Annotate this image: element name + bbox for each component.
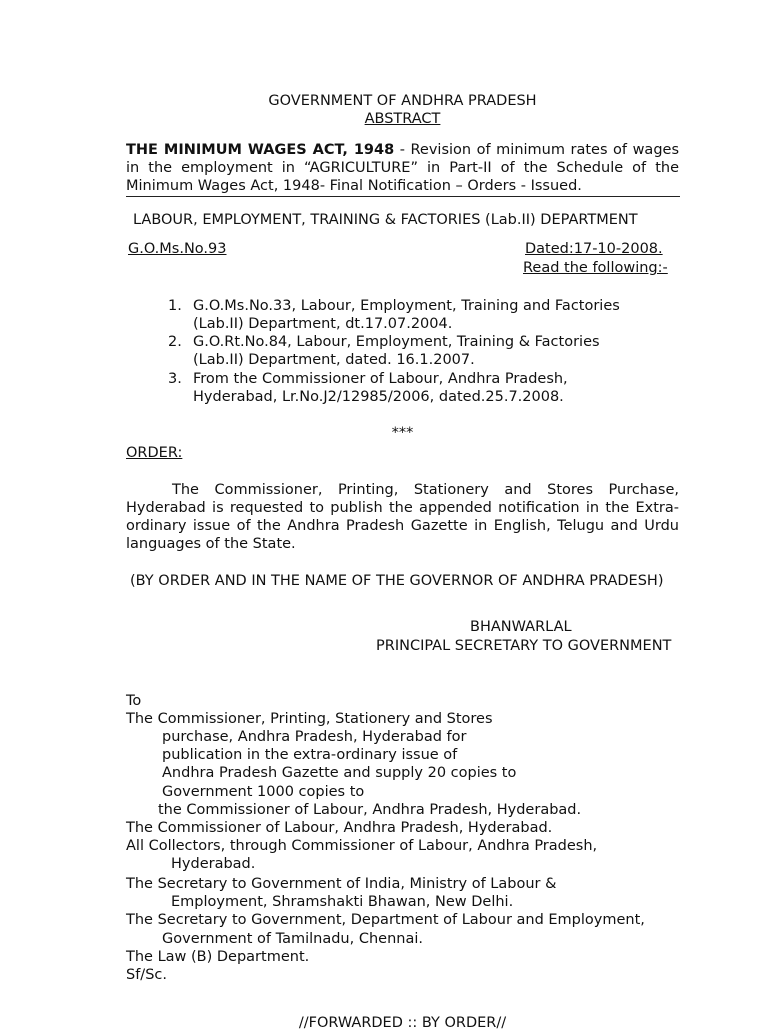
recipient-line: The Commissioner, Printing, Stationery and Stores: [126, 711, 493, 727]
recipient-line: Sf/Sc.: [126, 967, 167, 983]
separator-stars: ***: [391, 425, 414, 441]
recipient-line: Government of Tamilnadu, Chennai.: [162, 931, 423, 947]
recipient-line: The Secretary to Government, Department of Labour and Employment,: [126, 912, 645, 928]
reference-number: 1.: [168, 298, 182, 314]
recipient-line: Employment, Shramshakti Bhawan, New Delhi.: [171, 894, 514, 910]
recipient-line: publication in the extra-ordinary issue of: [162, 747, 458, 763]
reference-number: 3.: [168, 371, 182, 387]
reference-text: G.O.Rt.No.84, Labour, Employment, Training & Factories: [193, 334, 600, 350]
signatory-name: BHANWARLAL: [470, 619, 572, 635]
recipient-line: Government 1000 copies to: [162, 784, 365, 800]
government-heading: GOVERNMENT OF ANDHRA PRADESH: [268, 93, 537, 109]
signatory-title: PRINCIPAL SECRETARY TO GOVERNMENT: [376, 638, 672, 654]
recipient-line: The Secretary to Government of India, Ministry of Labour &: [126, 876, 557, 892]
department-line: LABOUR, EMPLOYMENT, TRAINING & FACTORIES (Lab.II) DEPARTMENT: [133, 212, 638, 228]
recipient-line: Hyderabad.: [171, 856, 256, 872]
go-date: Dated:17-10-2008.: [525, 241, 663, 257]
recipient-line: The Law (B) Department.: [126, 949, 310, 965]
read-following: Read the following:-: [523, 260, 668, 276]
recipient-line: purchase, Andhra Pradesh, Hyderabad for: [162, 729, 467, 745]
subject-rule: [126, 196, 680, 197]
abstract-heading-wrap: [126, 110, 679, 128]
reference-text: From the Commissioner of Labour, Andhra Pradesh,: [193, 371, 568, 387]
reference-text: G.O.Ms.No.33, Labour, Employment, Training and Factories: [193, 298, 620, 314]
reference-text: (Lab.II) Department, dated. 16.1.2007.: [193, 352, 475, 368]
reference-text: Hyderabad, Lr.No.J2/12985/2006, dated.25.7.2008.: [193, 389, 564, 405]
by-order-line: (BY ORDER AND IN THE NAME OF THE GOVERNOR OF ANDHRA PRADESH): [130, 573, 664, 589]
subject-text: - Revision of minimum rates of wages in the employment in “AGRICULTURE” in Part-II of the Schedule of the Minimum Wages Act, 1948- Final Notification – Orders - Issued.: [126, 142, 679, 194]
go-number: G.O.Ms.No.93: [128, 241, 227, 257]
order-paragraph: The Commissioner, Printing, Stationery and Stores Purchase, Hyderabad is requested to publish the appended notification in the Extra-ordinary issue of the Andhra Pradesh Gazette in English, Telugu and Urdu languages of the State.: [126, 482, 679, 552]
recipient-line: All Collectors, through Commissioner of Labour, Andhra Pradesh,: [126, 838, 598, 854]
abstract-heading: ABSTRACT: [364, 111, 441, 127]
reference-text: (Lab.II) Department, dt.17.07.2004.: [193, 316, 453, 332]
subject-paragraph: [126, 141, 679, 195]
recipient-line: the Commissioner of Labour, Andhra Pradesh, Hyderabad.: [158, 802, 582, 818]
forwarded-line: //FORWARDED :: BY ORDER//: [298, 1015, 507, 1031]
order-heading: ORDER:: [126, 445, 183, 461]
reference-number: 2.: [168, 334, 182, 350]
to-label: To: [126, 693, 142, 709]
act-title: THE MINIMUM WAGES ACT, 1948: [126, 142, 395, 158]
recipient-line: Andhra Pradesh Gazette and supply 20 copies to: [162, 765, 517, 781]
recipient-line: The Commissioner of Labour, Andhra Pradesh, Hyderabad.: [126, 820, 553, 836]
